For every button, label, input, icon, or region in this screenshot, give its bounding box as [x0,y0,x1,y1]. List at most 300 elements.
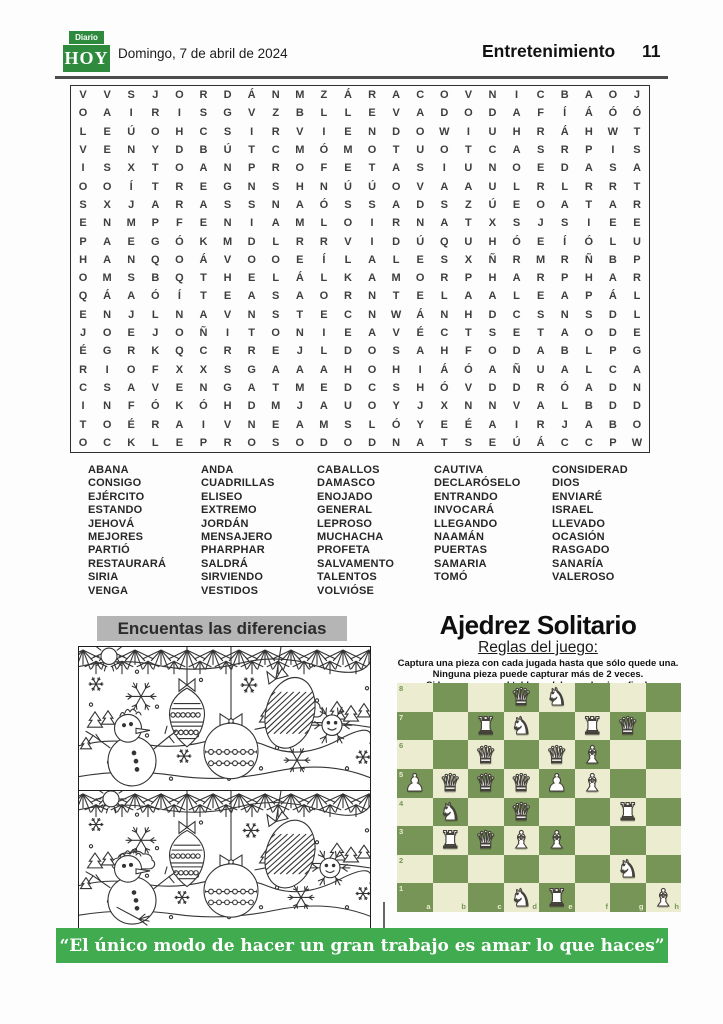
grid-letter: V [247,107,256,120]
word-item: DIOS [552,477,580,490]
grid-letter: Ó [560,381,569,394]
board-square-c5 [468,769,504,798]
grid-letter: R [392,217,401,230]
grid-letter: M [295,381,305,394]
grid-letter: V [464,89,473,102]
grid-letter: W [439,125,450,138]
grid-letter: O [391,180,401,193]
chess-piece-queen: ♛ [616,711,639,740]
word-item: EJÉRCITO [88,490,145,503]
rank-label: 8 [399,684,404,693]
grid-letter: Z [465,198,472,211]
grid-letter: N [103,308,112,321]
board-square-g2 [610,855,646,884]
grid-letter: A [584,418,593,431]
grid-letter: O [271,327,280,340]
grid-letter: A [440,217,449,230]
grid-letter: X [103,198,111,211]
chess-piece-queen: ♛ [510,683,532,712]
grid-letter: L [272,272,280,285]
chess-piece-bishop: ♝ [652,883,674,912]
word-column [317,464,434,598]
rank-label: 3 [399,827,404,837]
board-square-f6 [575,740,611,769]
diario-hoy-logo [63,31,110,72]
grid-letter: S [561,217,569,230]
grid-letter: E [247,272,256,285]
grid-letter: É [416,327,424,340]
grid-letter: C [199,345,208,358]
grid-letter: V [223,253,232,266]
grid-letter: M [102,272,112,285]
word-item: MENSAJERO [201,531,273,544]
grid-letter: D [512,381,521,394]
grid-letter: S [609,162,617,175]
grid-letter: Ó [151,290,160,303]
board-square-f7 [575,712,611,741]
grid-letter: I [250,217,254,230]
grid-letter: W [631,436,643,449]
grid-letter: C [79,381,88,394]
board-square-d5 [504,769,540,798]
grid-letter: O [415,125,425,138]
word-item: MUCHACHA [317,531,384,544]
grid-letter: V [416,180,424,193]
word-item: SAMARIA [434,557,487,570]
grid-letter: J [537,217,544,230]
grid-letter: O [247,253,256,266]
grid-letter: I [322,327,326,340]
grid-letter: L [561,400,569,413]
word-item: ANDA [201,464,234,476]
grid-letter: M [319,418,329,431]
grid-letter: Á [199,253,208,266]
board-square-c2 [468,855,504,884]
grid-letter: C [271,144,280,157]
grid-letter: M [343,144,353,157]
grid-letter: N [295,327,304,340]
grid-letter: S [103,162,111,175]
grid-letter: C [343,308,352,321]
grid-letter: I [587,217,591,230]
grid-letter: J [296,345,303,358]
grid-letter: J [152,89,159,102]
grid-letter: M [391,272,401,285]
logo-hoy-label: HOY [63,45,110,72]
grid-letter: N [271,198,280,211]
quote-banner: “El único modo de hacer un gran trabajo es amar lo que haces” [56,928,668,963]
grid-letter: O [488,345,497,358]
grid-letter: H [175,125,184,138]
grid-letter: G [223,381,232,394]
grid-letter: H [488,272,497,285]
differences-image-1 [78,646,371,791]
grid-letter: F [176,217,183,230]
grid-letter: Q [175,345,184,358]
grid-letter: E [127,235,135,248]
word-item: LLEGANDO [434,517,498,530]
grid-letter: W [390,308,402,321]
grid-letter: R [440,272,449,285]
grid-letter: L [344,253,352,266]
chess-piece-bishop: ♝ [510,826,532,855]
board-square-a5 [397,769,433,798]
rank-label: 5 [399,769,404,779]
grid-letter: H [416,381,425,394]
grid-letter: Y [151,144,159,157]
grid-letter: M [295,144,305,157]
board-square-h4 [646,798,682,827]
word-item: INVOCARÁ [434,504,495,517]
grid-letter: T [633,125,641,138]
chess-piece-knight: ♞ [510,883,532,912]
grid-letter: U [416,144,425,157]
grid-letter: L [151,436,159,449]
grid-letter: O [102,327,112,340]
word-item: CONSIDERAD [552,464,628,476]
grid-letter: N [247,418,256,431]
grid-letter: R [632,272,641,285]
word-item: SALVAMENTO [317,557,395,570]
grid-letter: L [320,272,328,285]
differences-image-2 [78,790,371,929]
grid-letter: N [368,125,377,138]
grid-letter: R [536,418,545,431]
word-item: NAAMÁN [434,531,485,544]
board-square-b4 [433,798,469,827]
grid-letter: A [512,272,521,285]
grid-letter: E [512,327,521,340]
chess-piece-queen: ♛ [545,740,568,769]
grid-letter: O [151,125,160,138]
grid-letter: T [537,327,544,340]
grid-letter: N [103,217,112,230]
wordsearch-word-list [88,464,628,598]
grid-letter: X [488,217,497,230]
grid-letter: O [175,89,184,102]
grid-letter: E [320,381,328,394]
chess-piece-pawn: ♟ [403,769,426,798]
board-square-g8 [610,683,646,712]
word-column [88,464,201,598]
grid-letter: J [561,418,568,431]
board-square-h5 [646,769,682,798]
grid-letter: T [465,327,472,340]
grid-letter: R [536,272,545,285]
grid-letter: R [319,235,328,248]
grid-letter: O [512,162,521,175]
grid-letter: Z [272,107,280,120]
word-item: SIRIA [88,571,119,584]
word-item: DAMASCO [317,477,376,490]
grid-letter: O [271,253,280,266]
grid-letter: R [295,235,304,248]
grid-letter: D [343,345,352,358]
grid-letter: Á [295,272,304,285]
grid-letter: I [322,125,326,138]
grid-letter: Ñ [199,327,208,340]
grid-letter: Ó [632,107,642,120]
chess-rules-heading: Reglas del juego: [478,639,598,656]
grid-letter: S [272,436,280,449]
grid-letter: A [199,308,208,321]
grid-letter: S [223,125,232,138]
grid-letter: S [392,381,400,394]
word-item: LEPROSO [317,517,373,530]
grid-letter: U [488,180,497,193]
grid-letter: F [127,400,135,413]
chess-piece-queen: ♛ [510,769,532,798]
grid-letter: R [175,198,184,211]
grid-letter: O [367,400,377,413]
word-item: CONSIGO [88,477,142,490]
grid-letter: V [151,381,159,394]
grid-letter: Ú [343,180,352,193]
grid-letter: I [442,162,446,175]
grid-letter: F [151,363,159,376]
word-item: DECLARÓSELO [434,477,521,490]
board-square-b8 [433,683,469,712]
grid-letter: G [151,235,160,248]
grid-letter: H [223,272,232,285]
grid-letter: P [199,436,208,449]
word-item: RESTAURARÁ [88,557,167,570]
chess-piece-queen: ♛ [474,740,497,769]
word-item: SIRVIENDO [201,571,264,584]
board-square-d3 [504,826,540,855]
grid-letter: I [515,418,519,431]
grid-letter: C [536,89,545,102]
grid-letter: I [105,363,109,376]
board-square-e6 [539,740,575,769]
board-square-e3 [539,826,575,855]
grid-letter: N [199,381,208,394]
grid-letter: R [632,198,641,211]
grid-letter: R [560,253,569,266]
grid-letter: I [250,125,254,138]
word-item: SALDRÁ [201,557,249,570]
grid-letter: N [127,253,136,266]
grid-letter: O [367,144,377,157]
chess-title: Ajedrez Solitario [439,610,637,640]
grid-letter: H [584,125,593,138]
grid-letter: A [560,198,569,211]
grid-letter: Í [177,290,181,303]
grid-letter: K [199,235,208,248]
grid-letter: A [440,180,449,193]
board-square-a2 [397,855,433,884]
grid-letter: A [295,290,304,303]
rank-label: 4 [399,798,404,808]
grid-letter: R [536,125,545,138]
grid-letter: A [295,363,304,376]
chess-piece-queen: ♛ [510,797,532,826]
grid-letter: C [368,381,377,394]
grid-letter: N [368,290,377,303]
grid-letter: A [464,290,473,303]
grid-letter: R [199,89,208,102]
grid-letter: S [199,107,208,120]
grid-letter: R [560,144,569,157]
board-square-c6 [468,740,504,769]
grid-letter: É [127,418,135,431]
grid-letter: L [585,345,593,358]
file-label: g [638,902,644,911]
board-square-h1 [646,883,682,912]
grid-letter: A [368,327,377,340]
grid-letter: Ó [584,235,594,248]
grid-letter: S [103,381,111,394]
grid-letter: E [368,107,376,120]
grid-letter: R [608,180,617,193]
grid-letter: Á [103,290,112,303]
grid-letter: Ó [608,107,618,120]
grid-letter: I [177,107,181,120]
grid-letter: B [608,253,617,266]
grid-letter: T [200,290,207,303]
grid-letter: T [392,144,400,157]
grid-letter: E [633,217,641,230]
grid-letter: A [392,89,401,102]
wordsearch-grid [70,85,650,453]
grid-letter: O [464,107,473,120]
grid-letter: A [536,400,545,413]
file-label: e [568,902,573,911]
grid-letter: Á [247,89,256,102]
grid-letter: F [537,107,544,120]
grid-letter: R [368,89,377,102]
grid-letter: S [79,198,87,211]
grid-letter: Á [343,89,352,102]
grid-letter: R [584,180,593,193]
word-item: LLEVADO [552,517,606,530]
rank-label: 1 [399,884,404,894]
grid-letter: S [272,180,280,193]
chess-piece-bishop: ♝ [581,769,603,798]
grid-letter: E [633,327,641,340]
grid-letter: V [103,89,111,102]
grid-letter: H [440,345,449,358]
grid-letter: E [416,290,424,303]
grid-letter: R [151,107,160,120]
grid-letter: A [368,253,377,266]
grid-letter: N [392,436,401,449]
grid-letter: U [343,400,352,413]
grid-letter: P [585,290,593,303]
grid-letter: P [585,144,593,157]
grid-letter: A [368,272,377,285]
word-item: VALEROSO [552,571,615,584]
board-square-f3 [575,826,611,855]
grid-letter: D [223,89,232,102]
board-square-g5 [610,769,646,798]
grid-letter: B [199,144,208,157]
grid-letter: K [151,345,160,358]
grid-letter: O [343,436,353,449]
grid-letter: N [464,400,473,413]
grid-letter: O [440,89,449,102]
board-square-d6 [504,740,540,769]
grid-letter: N [223,217,232,230]
grid-letter: F [465,345,472,358]
grid-letter: N [560,308,569,321]
grid-letter: S [536,308,545,321]
chess-piece-knight: ♞ [545,683,568,712]
file-label: h [674,902,679,911]
grid-letter: V [296,125,304,138]
grid-letter: A [608,198,617,211]
grid-letter: E [536,290,545,303]
board-square-a1 [397,883,433,912]
board-square-g7 [610,712,646,741]
board-square-f1 [575,883,611,912]
board-square-g6 [610,740,646,769]
grid-letter: D [608,327,617,340]
grid-letter: F [320,162,328,175]
grid-letter: I [226,327,230,340]
grid-letter: E [175,436,184,449]
grid-letter: Ó [199,400,208,413]
grid-letter: D [175,144,184,157]
edition-date: Domingo, 7 de abril de 2024 [118,46,288,61]
grid-letter: I [370,235,374,248]
grid-letter: E [223,290,232,303]
grid-letter: L [151,308,159,321]
grid-letter: O [367,345,377,358]
grid-letter: D [319,436,328,449]
grid-letter: B [295,107,304,120]
grid-letter: O [319,290,329,303]
grid-letter: R [271,162,280,175]
grid-letter: J [417,400,424,413]
chess-piece-knight: ♞ [616,855,639,884]
grid-letter: U [464,235,473,248]
board-square-g1 [610,883,646,912]
grid-letter: N [247,308,256,321]
word-item: MEJORES [88,531,144,544]
grid-letter: E [199,217,208,230]
grid-letter: N [271,89,280,102]
word-item: ISRAEL [552,504,594,517]
board-square-a6 [397,740,433,769]
grid-letter: D [512,345,521,358]
grid-letter: T [248,144,255,157]
grid-letter: A [127,290,136,303]
grid-letter: X [127,162,135,175]
grid-letter: Ó [319,144,329,157]
board-square-e8 [539,683,575,712]
board-square-f2 [575,855,611,884]
grid-letter: E [199,180,208,193]
grid-letter: C [608,363,617,376]
word-item: VESTIDOS [201,584,259,597]
grid-letter: Í [563,235,567,248]
grid-letter: A [512,144,521,157]
grid-letter: Á [440,363,449,376]
board-square-b1 [433,883,469,912]
grid-letter: A [488,418,497,431]
grid-letter: E [344,327,352,340]
grid-letter: N [247,180,256,193]
word-column [434,464,552,598]
chess-piece-knight: ♞ [510,711,532,740]
grid-letter: T [465,144,472,157]
grid-letter: J [128,308,135,321]
grid-letter: R [512,253,521,266]
grid-letter: H [584,272,593,285]
board-square-g3 [610,826,646,855]
grid-letter: O [175,162,184,175]
